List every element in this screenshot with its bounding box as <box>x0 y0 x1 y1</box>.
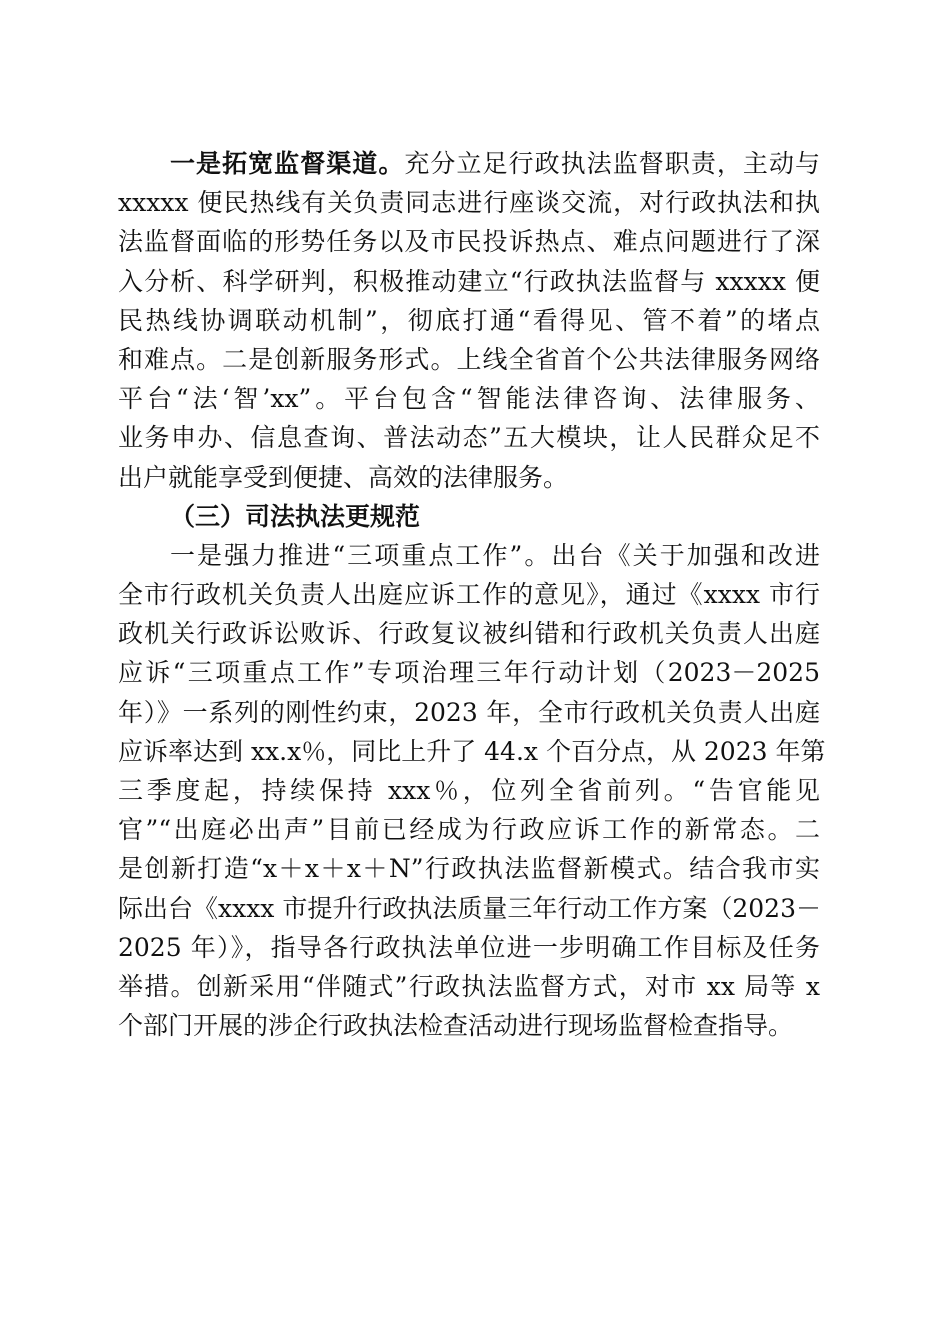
paragraph-line: 法监督面临的形势任务以及市民投诉热点、难点问题进行了深 <box>118 227 820 257</box>
paragraph-line: 年）》一系列的刚性约束，2023 年，全市行政机关负责人出庭 <box>118 697 820 727</box>
paragraph-line: 和难点。二是创新服务形式。上线全省首个公共法律服务网络 <box>118 344 820 374</box>
paragraph-line: 应诉率达到 xx.x％，同比上升了 44.x 个百分点，从 2023 年第 <box>118 736 826 766</box>
paragraph-line: 三季度起，持续保持 xxx％，位列全省前列。“告官能见 <box>118 776 820 805</box>
paragraph-line: 举措。创新采用“伴随式”行政执法监督方式，对市 xx 局等 x <box>118 971 820 1001</box>
paragraph-line: 一是强力推进“三项重点工作”。出台《关于加强和改进 <box>170 540 820 570</box>
paragraph-line: 政机关行政诉讼败诉、行政复议被纠错和行政机关负责人出庭 <box>118 619 820 649</box>
paragraph-line: 入分析、科学研判，积极推动建立“行政执法监督与 xxxxx 便 <box>118 266 820 296</box>
paragraph-line: 官”“出庭必出声”目前已经成为行政应诉工作的新常态。二 <box>118 815 820 845</box>
paragraph-line: 业务申办、信息查询、普法动态”五大模块，让人民群众足不 <box>118 423 820 453</box>
line-text: 充分立足行政执法监督职责，主动与 <box>404 149 820 178</box>
paragraph-line: xxxxx 便民热线有关负责同志进行座谈交流，对行政执法和执 <box>118 188 820 218</box>
paragraph-line: 全市行政机关负责人出庭应诉工作的意见》，通过《xxxx 市行 <box>118 580 820 610</box>
paragraph-line: 个部门开展的涉企行政执法检查活动进行现场监督检查指导。 <box>118 1011 794 1041</box>
paragraph-line: 2025 年）》，指导各行政执法单位进一步明确工作目标及任务 <box>118 932 820 962</box>
paragraph-line: 应诉“三项重点工作”专项治理三年行动计划（2023－2025 <box>118 658 820 688</box>
section-heading: （三）司法执法更规范 <box>170 501 421 531</box>
bold-lead-phrase: 一是拓宽监督渠道。 <box>170 149 405 178</box>
paragraph-line <box>118 144 820 183</box>
paragraph-line: 际出台《xxxx 市提升行政执法质量三年行动工作方案（2023－ <box>118 893 821 923</box>
paragraph-line: 是创新打造“x＋x＋x＋N”行政执法监督新模式。结合我市实 <box>118 854 820 884</box>
paragraph-line: 出户就能享受到便捷、高效的法律服务。 <box>118 462 569 492</box>
paragraph-line: 平台“法‘智’xx”。平台包含“智能法律咨询、法律服务、 <box>118 384 820 414</box>
document-page <box>118 144 826 1045</box>
paragraph-line: 民热线协调联动机制”，彻底打通“看得见、管不着”的堵点 <box>118 305 820 335</box>
